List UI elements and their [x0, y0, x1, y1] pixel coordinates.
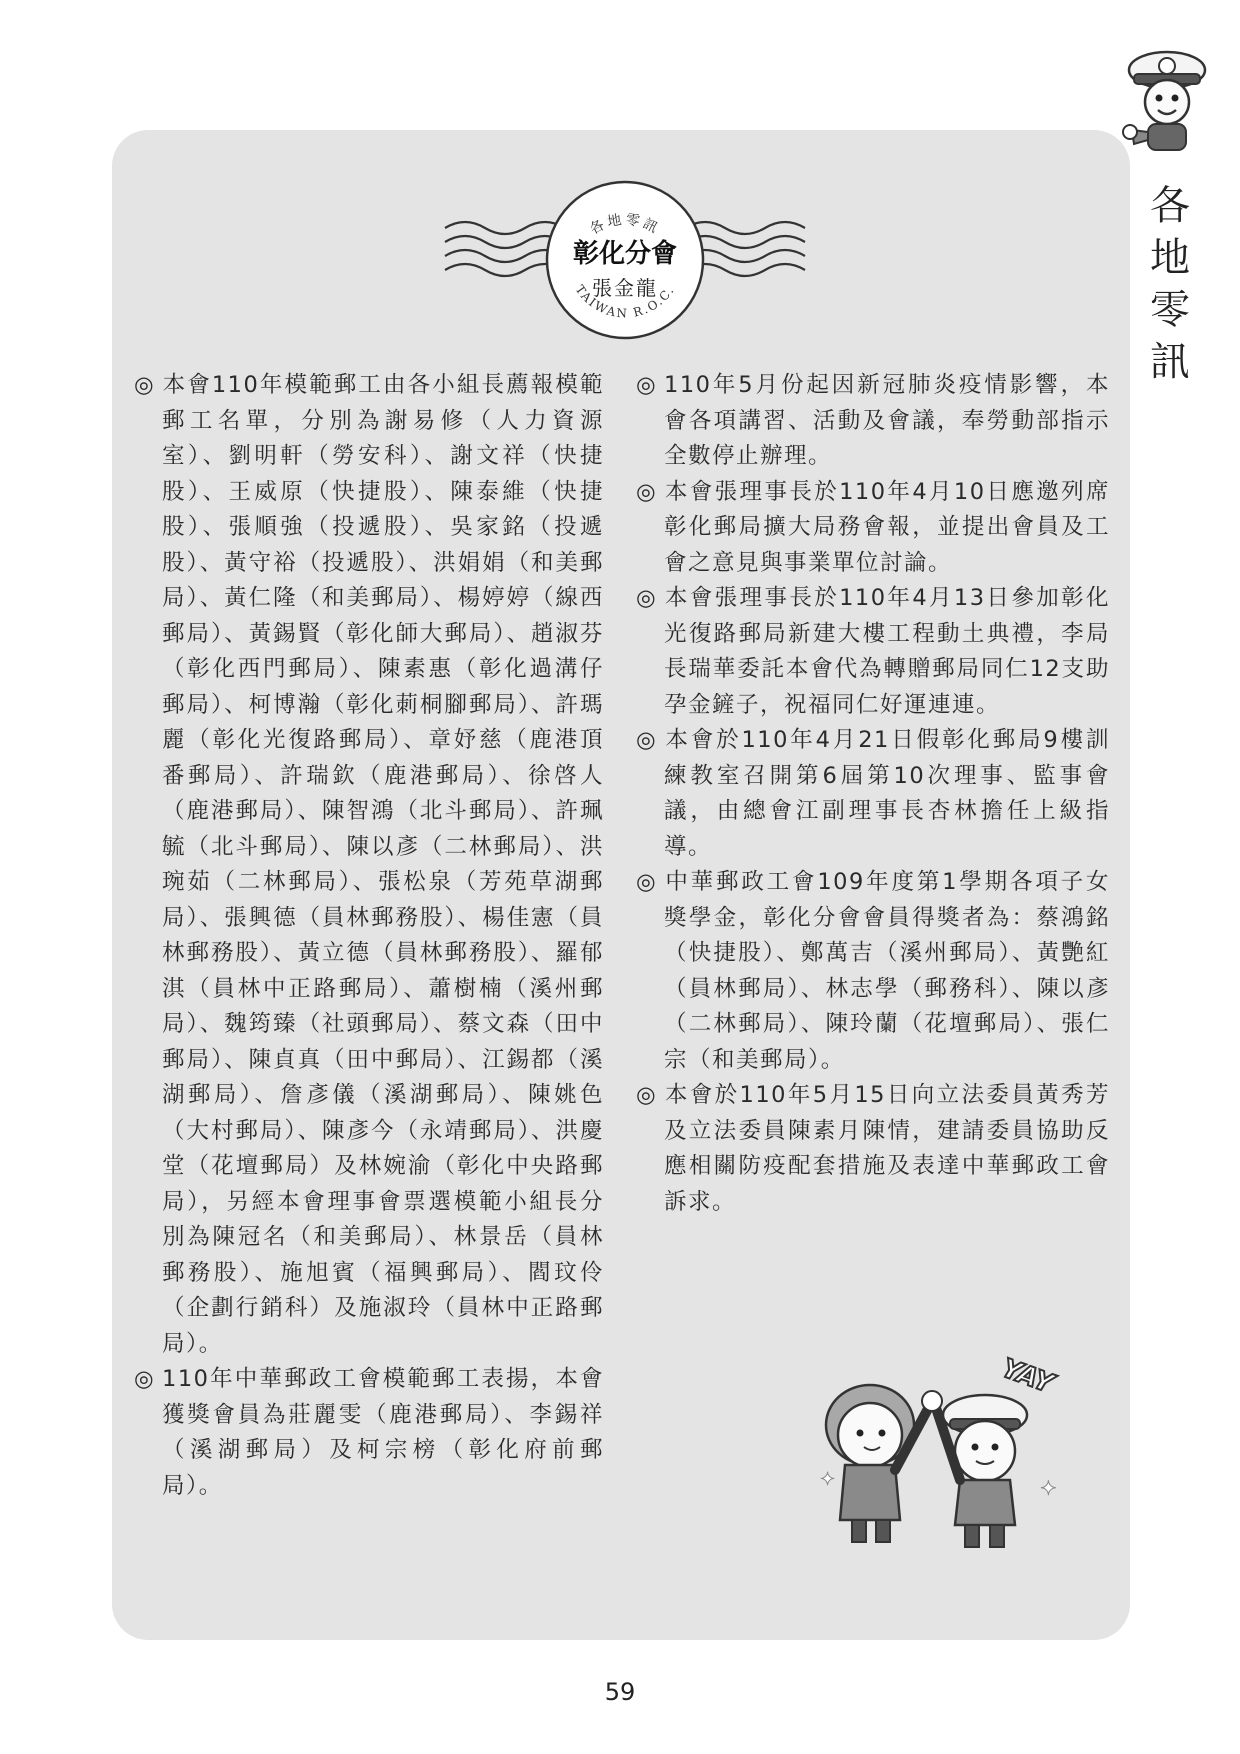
stamp-arc-bottom: TAIWAN R.O.C. [572, 282, 678, 321]
mascot-yay-text: YAY [997, 1353, 1058, 1400]
news-item-text: 本會於110年4月21日假彰化郵局9樓訓練教室召開第6屆第10次理事、監事會議，由總會江副理事長杏林擔任上級指導。 [664, 727, 1110, 860]
stamp-author: 張金龍 [592, 276, 658, 300]
section-title-char: 各 [1150, 183, 1190, 229]
news-item-text: 本會張理事長於110年4月10日應邀列席彰化郵局擴大局務會報，並提出會員及工會之意見與事業單位討論。 [664, 478, 1110, 576]
page-number: 59 [604, 1678, 636, 1706]
left-column [134, 368, 604, 1504]
bullet-mark: ◎ [636, 1082, 658, 1108]
bullet-mark: ◎ [134, 1366, 156, 1392]
section-title-char: 訊 [1150, 339, 1190, 385]
news-item-text: 110年5月份起因新冠肺炎疫情影響，本會各項講習、活動及會議，奉勞動部指示全數停止辦理。 [664, 372, 1110, 469]
section-title-char: 零 [1150, 287, 1190, 333]
news-item-text: 110年中華郵政工會模範郵工表揚，本會獲獎會員為莊麗雯（鹿港郵局）、李錫祥（溪湖郵局）及柯宗榜（彰化府前郵局）。 [162, 1366, 604, 1499]
mascot-pair-illustration [800, 1335, 1080, 1565]
stamp-arc-top: 各地零訊 [587, 211, 663, 238]
news-item [636, 865, 1110, 1078]
bullet-mark: ◎ [636, 585, 658, 611]
news-item [636, 1078, 1110, 1220]
news-item-text: 本會110年模範郵工由各小組長薦報模範郵工名單，分別為謝易修（人力資源室）、劉明軒（勞安科）、謝文祥（快捷股）、王威原（快捷股）、陳泰維（快捷股）、張順強（投遞股）、吳家銘（投遞股）、黃守裕（投遞股）、洪娟娟（和美郵局）、黃仁隆（和美郵局）、楊婷婷（線西郵局）、黃錫賢（彰化師大郵局）、趙淑芬（彰化西門郵局）、陳素惠（彰化過溝仔郵局）、柯博瀚（彰化莿桐腳郵局）、許瑪麗（彰化光復路郵局）、章妤慈（鹿港頂番郵局）、許瑞欽（鹿港郵局）、徐啓人（鹿港郵局）、陳智鴻（北斗郵局）、許珮毓（北斗郵局）、陳以彥（二林郵局）、洪琬茹（二林郵局）、張松泉（芳苑草湖郵局）、張興德（員林郵務股）、楊佳憲（員林郵務股）、黃立德（員林郵務股）、羅郁淇（員林中正路郵局）、蕭樹楠（溪州郵局）、魏筠臻（社頭郵局）、蔡文森（田中郵局）、陳貞真（田中郵局）、江錫都（溪湖郵局）、詹彥儀（溪湖郵局）、陳姚色（大村郵局）、陳彥今（永靖郵局）、洪慶堂（花壇郵局）及林婉渝（彰化中央路郵局），另經本會理事會票選模範小組長分別為陳冠名（和美郵局）、林景岳（員林郵務股）、施旭賓（福興郵局）、閻玟伶（企劃行銷科）及施淑玲（員林中正路郵局）。 [162, 372, 604, 1357]
news-item [636, 581, 1110, 723]
bullet-mark: ◎ [636, 869, 658, 895]
section-title-char: 地 [1150, 235, 1190, 281]
news-item-text: 本會於110年5月15日向立法委員黃秀芳及立法委員陳素月陳情，建請委員協助反應相關防疫配套措施及表達中華郵政工會訴求。 [664, 1082, 1110, 1215]
bullet-mark: ◎ [134, 372, 156, 398]
right-column [636, 368, 1110, 1220]
bullet-mark: ◎ [636, 478, 658, 505]
section-title-vertical [1138, 180, 1202, 388]
svg-text:✦: ✦ [820, 1469, 836, 1490]
stamp-branch-name: 彰化分會 [572, 239, 678, 269]
news-item [134, 368, 604, 1362]
svg-text:✦: ✦ [1040, 1476, 1057, 1500]
news-item-text: 中華郵政工會109年度第1學期各項子女獎學金，彰化分會會員得獎者為：蔡鴻銘（快捷股）、鄭萬吉（溪州郵局）、黃艷紅（員林郵局）、林志學（郵務科）、陳以彥（二林郵局）、陳玲蘭（花壇郵局）、張仁宗（和美郵局）。 [664, 869, 1110, 1073]
bullet-mark: ◎ [636, 727, 658, 753]
news-item [636, 723, 1110, 865]
news-item-text: 本會張理事長於110年4月13日參加彰化光復路郵局新建大樓工程動土典禮，李局長瑞華委託本會代為轉贈郵局同仁12支助孕金鏟子，祝福同仁好運連連。 [664, 585, 1110, 718]
mascot-postman-icon [1112, 40, 1222, 160]
news-item [636, 368, 1110, 475]
bullet-mark: ◎ [636, 372, 658, 398]
news-item [134, 1362, 604, 1504]
postmark-stamp [440, 170, 810, 340]
news-item [636, 475, 1110, 582]
